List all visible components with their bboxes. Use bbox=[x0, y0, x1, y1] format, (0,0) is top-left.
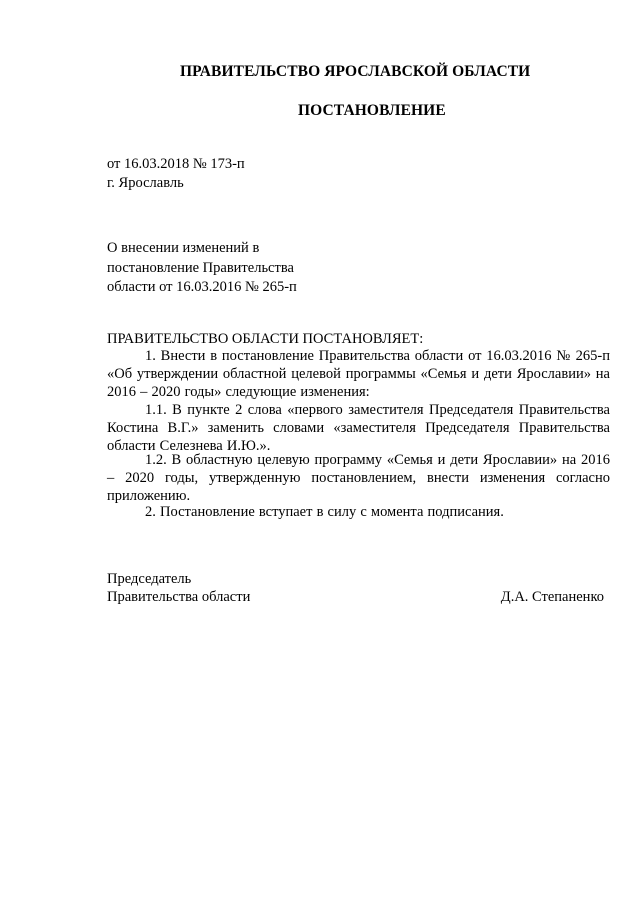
city: г. Ярославль bbox=[107, 175, 184, 191]
signatory-name: Д.А. Степаненко bbox=[500, 589, 604, 605]
organization-heading: ПРАВИТЕЛЬСТВО ЯРОСЛАВСКОЙ ОБЛАСТИ bbox=[180, 63, 531, 80]
resolves-heading: ПРАВИТЕЛЬСТВО ОБЛАСТИ ПОСТАНОВЛЯЕТ: bbox=[107, 331, 424, 347]
signature-title-line: Правительства области bbox=[107, 589, 251, 605]
signature-row bbox=[107, 587, 604, 607]
signature-title-line: Председатель bbox=[107, 571, 192, 587]
paragraph-item-2: 2. Постановление вступает в силу с момента подписания. bbox=[145, 504, 504, 520]
date-number: от 16.03.2018 № 173-п bbox=[107, 156, 245, 172]
document-type-heading: ПОСТАНОВЛЕНИЕ bbox=[298, 102, 446, 119]
paragraph-item-1-1: 1.1. В пункте 2 слова «первого заместителя Председателя Правительства Костина В.Г.» заменить словами «заместителя Председателя Правительства области Селезнева И.Ю.». bbox=[107, 402, 610, 454]
subject-line: области от 16.03.2016 № 265-п bbox=[107, 279, 297, 295]
subject-line: О внесении изменений в bbox=[107, 240, 260, 256]
paragraph-item-1-2: 1.2. В областную целевую программу «Семья и дети Ярославии» на 2016 – 2020 годы, утвержденную постановлением, внести изменения согласно приложению. bbox=[107, 452, 610, 504]
paragraph-item-1: 1. Внести в постановление Правительства области от 16.03.2016 № 265-п «Об утверждении областной целевой программы «Семья и дети Ярославии» на 2016 – 2020 годы» следующие изменения: bbox=[107, 348, 610, 400]
subject-line: постановление Правительства bbox=[107, 260, 294, 276]
